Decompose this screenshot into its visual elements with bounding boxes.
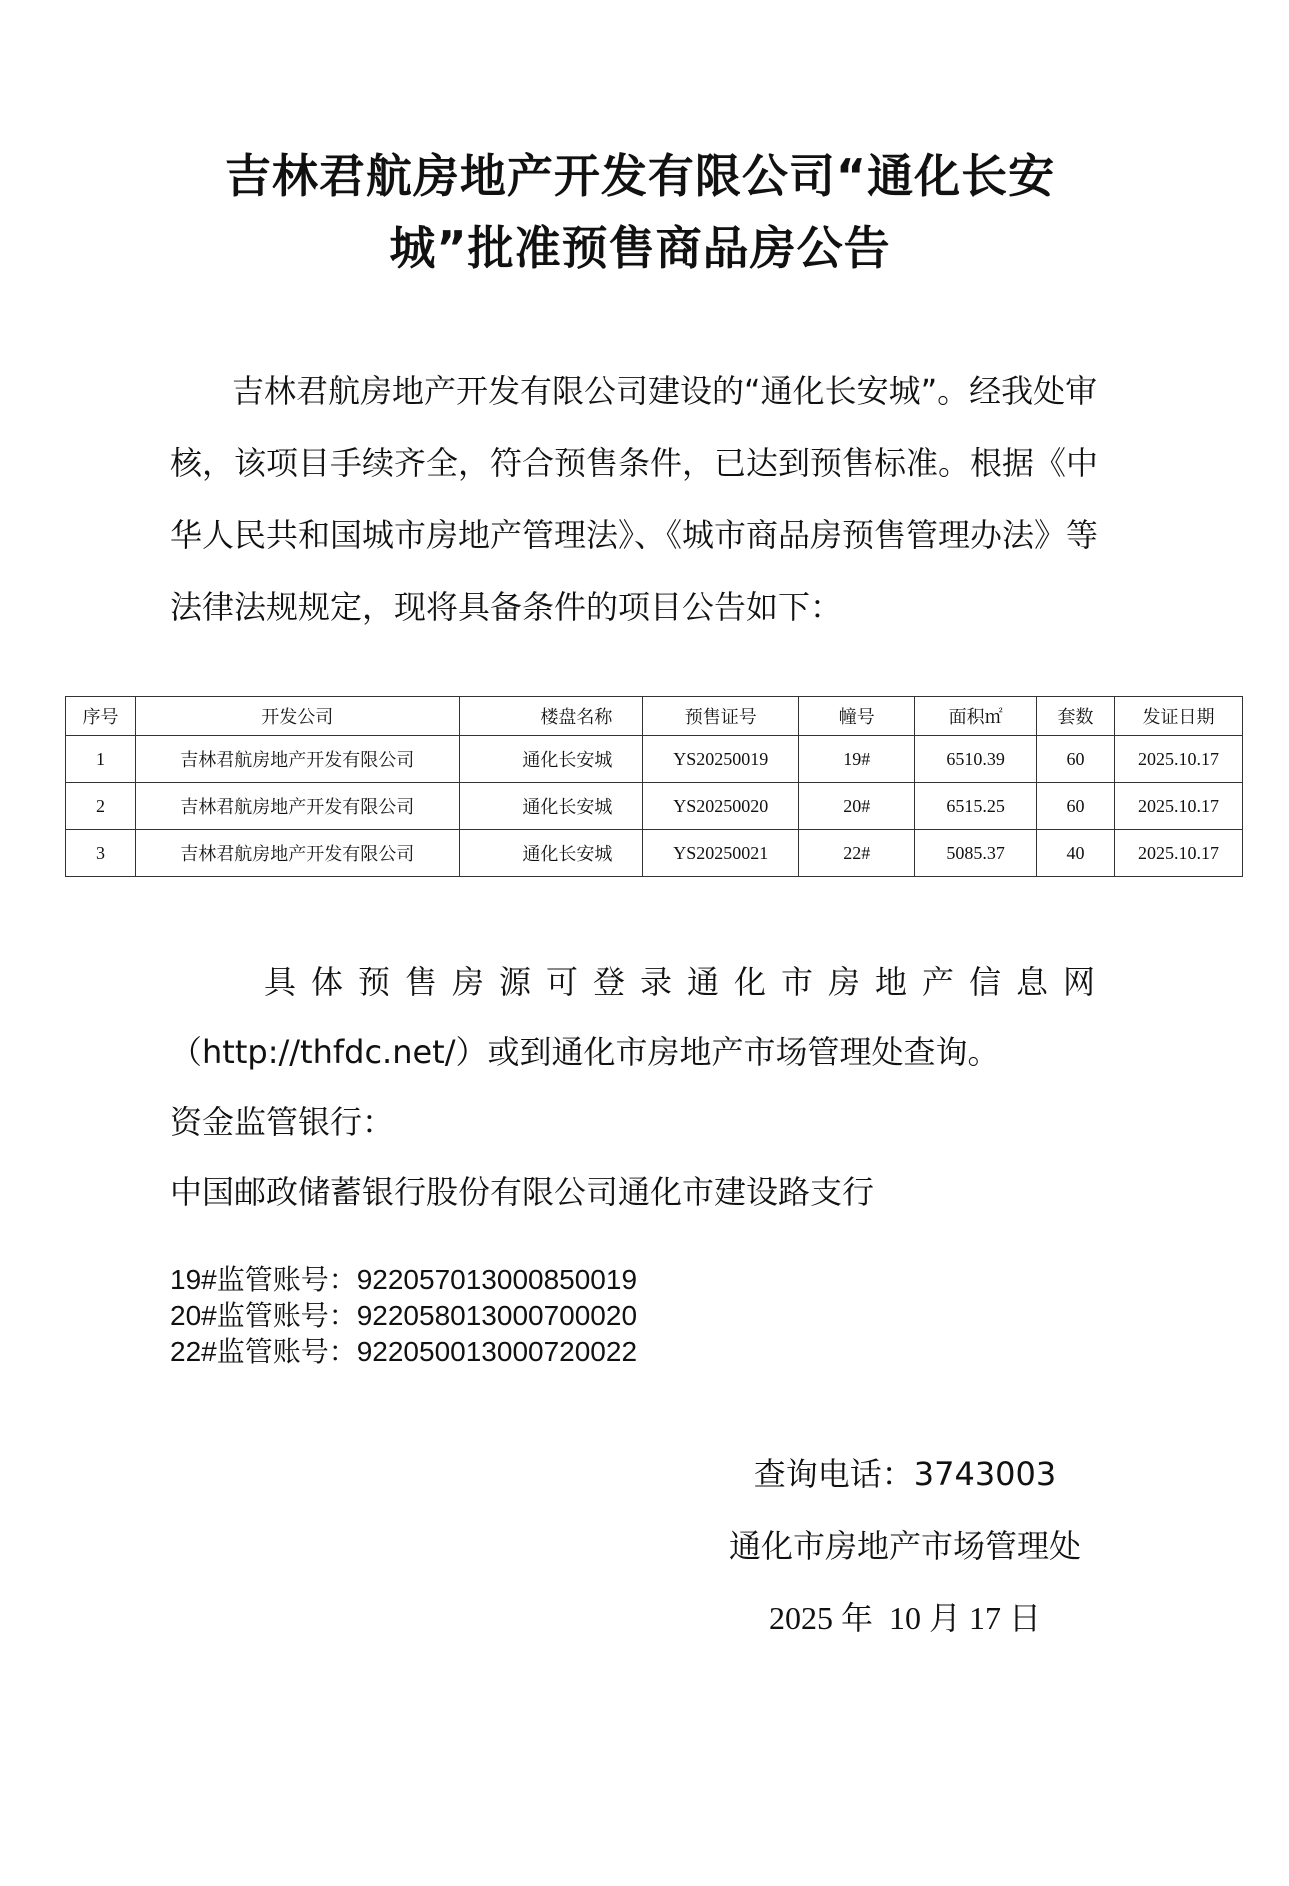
bank-label: 资金监管银行： [170, 1103, 395, 1141]
header-project: 楼盘名称 [459, 697, 643, 736]
info-line-1: 具体预售房源可登录通化市房地产信息网 [263, 963, 1110, 1001]
cell-project: 通化长安城 [459, 783, 643, 830]
cell-area: 5085.37 [915, 830, 1037, 877]
cell-units: 60 [1037, 783, 1115, 830]
cell-units: 40 [1037, 830, 1115, 877]
cell-area: 6510.39 [915, 736, 1037, 783]
cell-date: 2025.10.17 [1115, 783, 1243, 830]
cell-index: 3 [66, 830, 136, 877]
cell-project: 通化长安城 [459, 830, 643, 877]
account-22: 22#监管账号：922050013000720022 [170, 1336, 638, 1367]
cell-date: 2025.10.17 [1115, 830, 1243, 877]
header-developer: 开发公司 [135, 697, 459, 736]
cell-building: 19# [799, 736, 915, 783]
intro-paragraph: 吉林君航房地产开发有限公司建设的“通化长安城”。经我处审核，该项目手续齐全，符合预售条件，已达到预售标准。根据《中华人民共和国城市房地产管理法》、《城市商品房预售管理办法》等法律法规规定，现将具备条件的项目公告如下： [170, 372, 1099, 626]
info-line-2: （http://thfdc.net/）或到通化市房地产市场管理处查询。 [170, 1033, 1000, 1071]
table-header-row [66, 697, 1243, 736]
cell-permit: YS20250020 [643, 783, 799, 830]
cell-permit: YS20250019 [643, 736, 799, 783]
cell-developer: 吉林君航房地产开发有限公司 [135, 830, 459, 877]
cell-developer: 吉林君航房地产开发有限公司 [135, 736, 459, 783]
issuing-office: 通化市房地产市场管理处 [728, 1527, 1081, 1565]
title-line-1: 吉林君航房地产开发有限公司“通化长安 [224, 149, 1056, 203]
contact-phone: 查询电话：3743003 [753, 1455, 1057, 1493]
announcement-title [140, 140, 1140, 284]
account-20: 20#监管账号：922058013000700020 [170, 1300, 638, 1331]
cell-project: 通化长安城 [459, 736, 643, 783]
title-line-2: 城”批准预售商品房公告 [389, 221, 891, 275]
bank-name: 中国邮政储蓄银行股份有限公司通化市建设路支行 [170, 1173, 875, 1211]
header-index: 序号 [66, 697, 136, 736]
account-19: 19#监管账号：922057013000850019 [170, 1264, 638, 1295]
presale-table [65, 696, 1243, 877]
header-units: 套数 [1037, 697, 1115, 736]
cell-permit: YS20250021 [643, 830, 799, 877]
issue-date: 2025 年 10 月 17 日 [768, 1600, 1041, 1636]
table-row [66, 736, 1243, 783]
cell-index: 1 [66, 736, 136, 783]
cell-date: 2025.10.17 [1115, 736, 1243, 783]
cell-building: 22# [799, 830, 915, 877]
header-area: 面积㎡ [915, 697, 1037, 736]
cell-area: 6515.25 [915, 783, 1037, 830]
table-row [66, 783, 1243, 830]
header-building: 幢号 [799, 697, 915, 736]
account-list [170, 1262, 637, 1370]
header-permit: 预售证号 [643, 697, 799, 736]
table-row [66, 830, 1243, 877]
cell-units: 60 [1037, 736, 1115, 783]
cell-developer: 吉林君航房地产开发有限公司 [135, 783, 459, 830]
header-date: 发证日期 [1115, 697, 1243, 736]
cell-index: 2 [66, 783, 136, 830]
cell-building: 20# [799, 783, 915, 830]
